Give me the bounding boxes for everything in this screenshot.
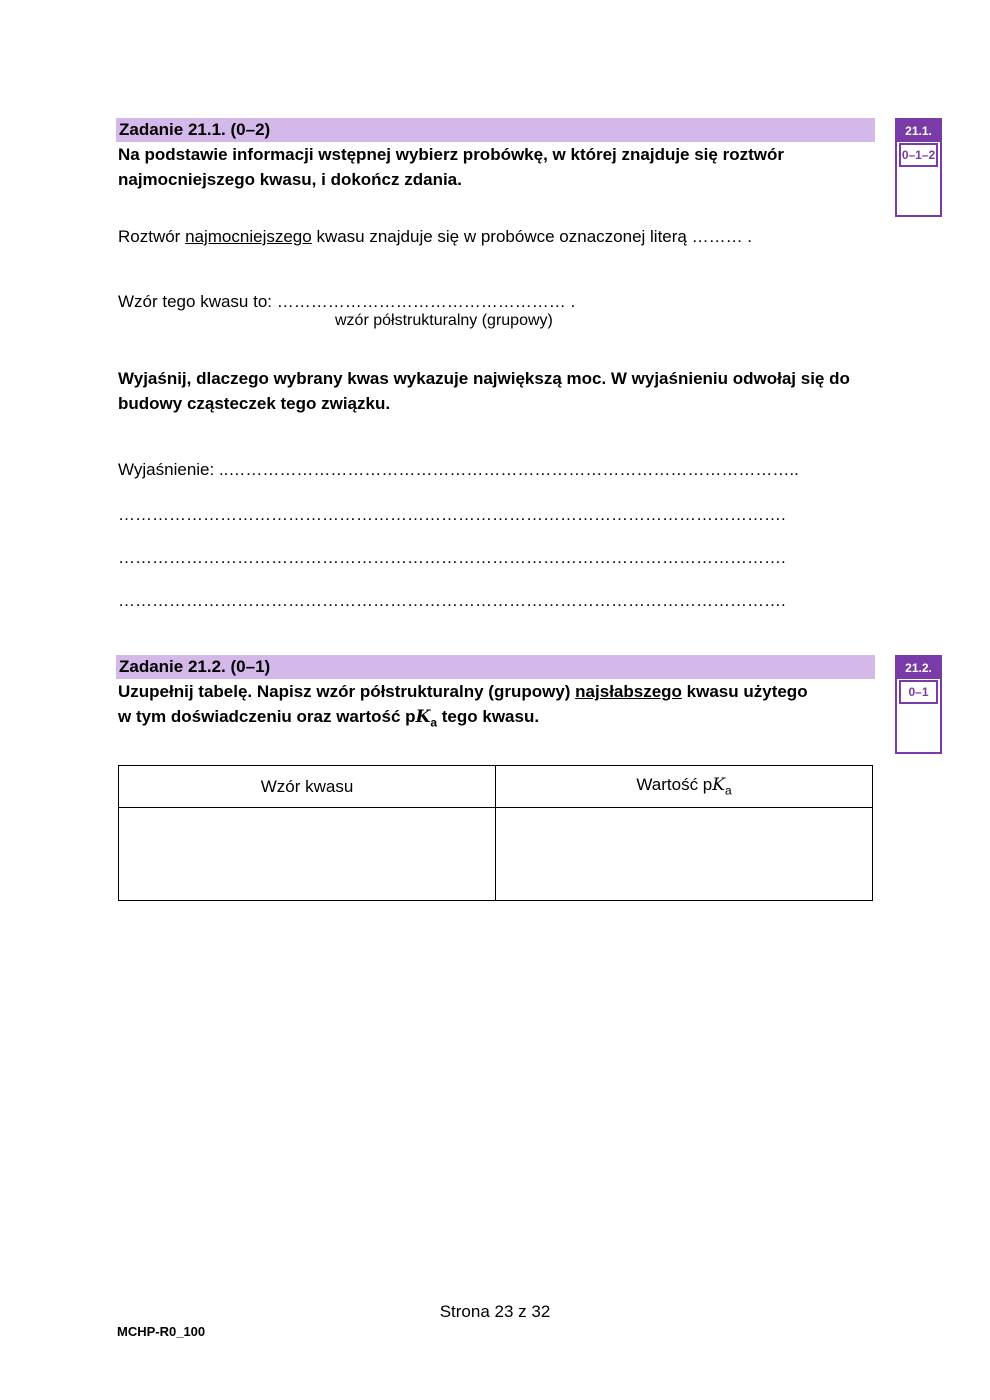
explain-instruction: Wyjaśnij, dlaczego wybrany kwas wykazuje największą moc. W wyjaśnieniu odwołaj się do budowy cząsteczek tego związku. xyxy=(118,369,850,413)
col-header-formula: Wzór kwasu xyxy=(119,766,496,808)
col-header-pka xyxy=(496,766,873,808)
explanation-line[interactable]: ………………………………………………………………………………………………………. xyxy=(118,548,786,567)
col-header-prefix: Wartość p xyxy=(636,775,713,795)
instruction-part: tego kwasu. xyxy=(437,707,540,726)
score-box-points: 0–1 xyxy=(899,680,938,704)
strongest-acid-sentence xyxy=(118,224,878,249)
instruction-part: Uzupełnij tabelę. Napisz wzór półstrukturalny (grupowy) xyxy=(118,682,576,701)
page-number: Strona 23 z 32 xyxy=(439,1302,551,1321)
instruction-part: kwasu użytego xyxy=(681,682,808,701)
sentence-part: kwasu znajduje się w probówce oznaczonej literą ……… . xyxy=(311,227,753,246)
score-box-points: 0–1–2 xyxy=(899,143,938,167)
underlined-word: najsłabszego xyxy=(575,682,682,701)
task-21-1-instruction: Na podstawie informacji wstępnej wybierz probówkę, w której znajduje się roztwór najmocniejszego kwasu, i dokończ zdania. xyxy=(118,145,784,189)
k-symbol: K xyxy=(712,775,725,796)
subscript: a xyxy=(724,783,732,798)
task-21-2-header: Zadanie 21.2. (0–1) xyxy=(116,655,875,679)
explanation-line[interactable]: ………………………………………………………………………………………………………. xyxy=(118,591,786,610)
k-symbol: K xyxy=(415,707,431,727)
score-box-title: 21.2. xyxy=(897,657,940,679)
answer-cell-pka[interactable] xyxy=(496,808,873,901)
score-box-title: 21.1. xyxy=(897,120,940,142)
explanation-line[interactable]: Wyjaśnienie: ..……………………………………………………………………………………….. xyxy=(118,460,799,479)
document-code: MCHP-R0_100 xyxy=(117,1324,206,1339)
score-box-21-2 xyxy=(895,655,942,754)
explanation-line[interactable]: ………………………………………………………………………………………………………. xyxy=(118,505,786,524)
instruction-part: w tym doświadczeniu oraz wartość p xyxy=(118,707,416,726)
score-box-21-1 xyxy=(895,118,942,217)
underlined-word: najmocniejszego xyxy=(185,227,312,246)
formula-caption: wzór półstrukturalny (grupowy) xyxy=(335,312,553,329)
task-21-2-instruction xyxy=(118,679,878,735)
answer-table xyxy=(118,765,873,901)
task-21-1-header: Zadanie 21.1. (0–2) xyxy=(116,118,875,142)
formula-answer-line[interactable]: Wzór tego kwasu to: …………………………………………… . xyxy=(118,292,576,311)
answer-cell-formula[interactable] xyxy=(119,808,496,901)
subscript: a xyxy=(430,715,438,730)
sentence-part: Roztwór xyxy=(118,227,186,246)
